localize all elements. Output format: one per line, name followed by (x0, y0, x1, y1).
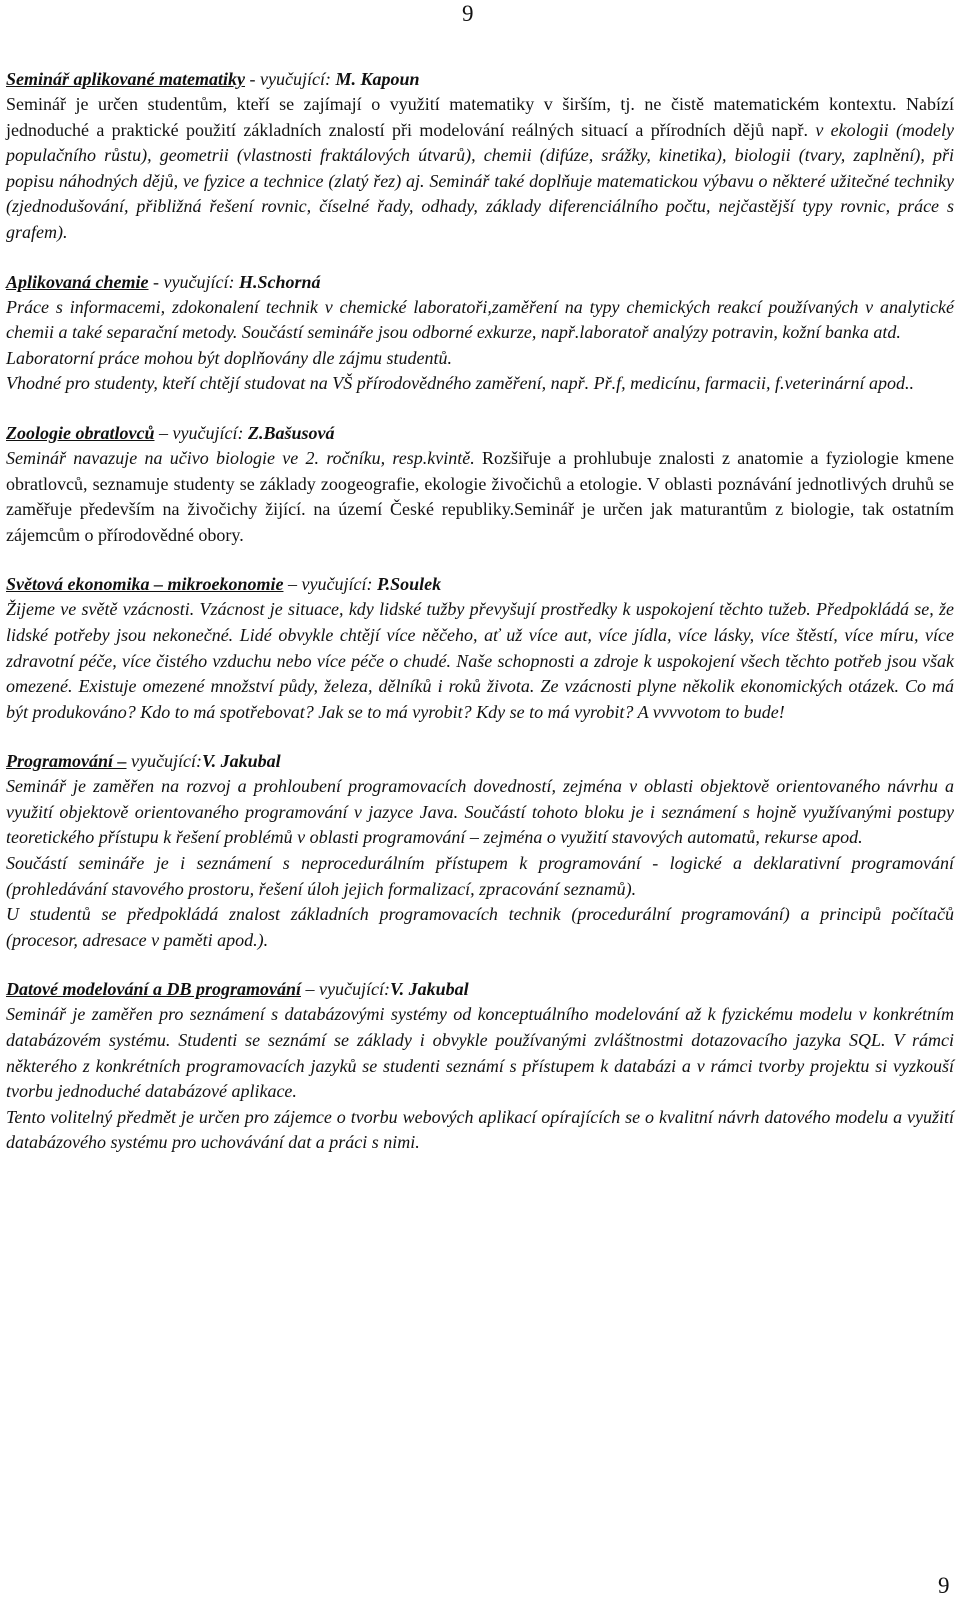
section-world-economics (6, 572, 954, 725)
heading-separator: – (301, 979, 319, 1000)
section-data-modeling (6, 977, 954, 1156)
section-paragraph: Součástí semináře je i seznámení s neprocedurálním přístupem k programování - logické a deklarativní programování (prohledávání stavového prostoru, řešení úloh jejich formalizací, zpracování seznamů). (6, 853, 954, 899)
teacher-name: M. Kapoun (335, 69, 420, 89)
section-vertebrate-zoology (6, 421, 954, 548)
heading-separator: – (283, 574, 302, 595)
heading-separator: – (154, 422, 173, 443)
heading-separator: - (148, 271, 164, 292)
section-programming (6, 749, 954, 953)
paragraph-text: v ekologii (modely populačního růstu), geometrii (vlastnosti fraktálových útvarů), chemii (difúze, srážky, kinetika), biologii (tvary, zaplnění), při popisu náhodných dějů, ve fyzice a technice (zlatý řez) aj. Seminář také doplňuje matematickou výbavu o některé užitečné techniky (zjednodušování, přibližná řešení rovnic, číselné řady, odhady, základy diferenciálního počtu, nejčastější typy rovnic, práce s grafem). (6, 119, 954, 242)
paragraph-lead: Seminář je určen studentům, kteří se zajímají o využití matematiky v širším, tj. ne čistě matematickém kontextu. Nabízí jednoduché a praktické použití základních znalostí při modelování reálných situací a přírodních dějů např. (6, 94, 954, 140)
teacher-name: P.Soulek (376, 574, 442, 595)
section-title: Světová ekonomika – mikroekonomie (6, 574, 284, 595)
page-number-bottom: 9 (938, 1573, 950, 1598)
teacher-role-label: vyučující: (301, 574, 377, 595)
section-paragraph: Seminář je zaměřen pro seznámení s databázovými systémy od konceptuálního modelování až k fyzickému modelu v konkrétním databázovém systému. Studenti se seznámí se základy i obvykle používanými zvláštnostmi dotazovacího jazyka SQL. V rámci některého z konkrétních programovacích jazyků se studenti seznámí s přístupem k databázi a v rámci tvorby projektu si vyzkouší tvorbu jednoduché databázové aplikace. (6, 1004, 954, 1102)
teacher-name: V. Jakubal (201, 751, 281, 772)
section-heading (6, 421, 954, 446)
teacher-role-label: vyučující: (260, 69, 336, 89)
heading-separator: - (245, 69, 260, 89)
teacher-name: Z.Bašusová (247, 422, 335, 443)
section-title: Aplikovaná chemie (6, 271, 149, 292)
teacher-role-label: vyučující: (163, 271, 239, 292)
section-heading (6, 977, 954, 1002)
section-paragraph: Vhodné pro studenty, kteří chtějí studovat na VŠ přírodovědného zaměření, např. Př.f, medicínu, farmacii, f.veterinární apod.. (6, 373, 915, 394)
section-paragraph: Práce s informacemi, zdokonalení technik v chemické laboratoři,zaměření na typy chemických reakcí používaných v analytické chemii a také separační metody. Součástí semináře jsou odborné exkurze, např.laboratoř analýzy potravin, kožní banka atd. (6, 296, 954, 343)
teacher-role-label: vyučující: (131, 751, 202, 772)
paragraph-text: Seminář navazuje na učivo biologie ve 2. ročníku, resp.kvintě. (6, 447, 475, 468)
teacher-name: V. Jakubal (389, 979, 469, 1000)
paragraph-tail: Rozšiřuje a prohlubuje znalosti z anatomie a fyziologie kmene obratlovců, seznamuje studenty se základy zoogeografie, ekologie živočichů a etologie. V oblasti poznávání jednotlivých druhů se zaměřuje především na živočichy žijící. na území České republiky.Seminář je určen jak maturantům z biologie, tak ostatním zájemcům o přírodovědné obory. (6, 447, 955, 545)
section-paragraph: Tento volitelný předmět je určen pro zájemce o tvorbu webových aplikací opírajících se o kvalitní návrh datového modelu a využití databázového systému pro uchovávání dat a práci s nimi. (6, 1106, 954, 1153)
page-number-top: 9 (462, 1, 474, 26)
document-body (6, 67, 954, 1180)
section-paragraph: Žijeme ve světě vzácnosti. Vzácnost je situace, kdy lidské tužby převyšují prostředky k uspokojení těchto tužeb. Předpokládá se, že lidské potřeby jsou nekonečné. Lidé obvykle chtějí více něčeho, ať už více aut, více jídla, více lásky, více štěstí, více míru, více zdravotní péče, více čistého vzduchu nebo více péče o chudé. Naše schopnosti a zdroje k uspokojení všech těchto potřeb jsou však omezené. Existuje omezené množství půdy, železa, dělníků i roků života. Ze vzácnosti plyne několik ekonomických otázek. Co má být produkováno? Kdo to má spotřebovat? Jak se to má vyrobit? Kdy se to má vyrobit? A vvvvotom to bude! (6, 599, 954, 722)
section-heading (6, 749, 954, 774)
section-paragraph: U studentů se předpokládá znalost základních programovacích technik (procedurální programování) a principů počítačů (procesor, adresace v paměti apod.). (6, 904, 954, 950)
section-paragraph (6, 446, 954, 548)
section-paragraph (6, 92, 954, 246)
section-applied-chemistry (6, 270, 954, 397)
section-title: Seminář aplikované matematiky (6, 69, 245, 89)
section-applied-math (6, 67, 954, 246)
section-title: Programování – (6, 751, 127, 772)
teacher-role-label: vyučující: (172, 422, 248, 443)
section-title: Datové modelování a DB programování (6, 979, 301, 1000)
section-paragraph: Laboratorní práce mohou být doplňovány dle zájmu studentů. (6, 347, 452, 368)
teacher-name: H.Schorná (238, 271, 321, 292)
teacher-role-label: vyučující: (319, 979, 390, 1000)
section-paragraph: Seminář je zaměřen na rozvoj a prohloubení programovacích dovedností, zejména v oblasti objektově orientovaného návrhu a využití objektově orientovaného programování v jazyce Java. Součástí tohoto bloku je i seznámení s hojně využívanými postupy teoretického přístupu k řešení problémů v oblasti programování – zejména o využití stavových automatů, rekurse apod. (6, 776, 954, 848)
section-heading (6, 270, 954, 295)
section-heading (6, 572, 954, 597)
section-heading (6, 67, 954, 92)
section-title: Zoologie obratlovců (6, 422, 155, 443)
